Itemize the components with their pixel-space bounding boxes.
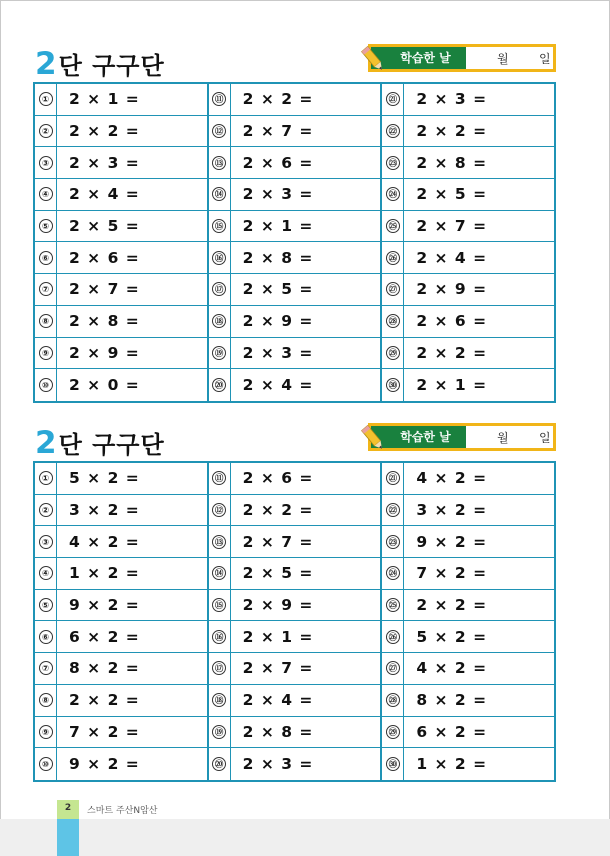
problem-cell xyxy=(35,590,207,621)
problem-cell xyxy=(35,717,207,748)
problem-cell xyxy=(207,717,381,748)
grid-row xyxy=(35,495,554,527)
problem-number-col xyxy=(35,748,57,780)
problem-cell xyxy=(35,211,207,242)
problem-number-col xyxy=(209,274,231,305)
problem-number: ⑳ xyxy=(212,757,226,771)
problem-expression: 2 × 6 = xyxy=(416,312,488,331)
problem-number: ㉒ xyxy=(386,124,400,138)
problem-expression: 9 × 2 = xyxy=(416,532,488,551)
problem-number: ㉘ xyxy=(386,693,400,707)
problem-expression: 1 × 2 = xyxy=(416,755,488,774)
problem-number: ㉓ xyxy=(386,156,400,170)
problem-number: ⑪ xyxy=(212,92,226,106)
problem-expression: 3 × 2 = xyxy=(69,501,140,520)
problem-number-col xyxy=(35,653,57,684)
study-date-box xyxy=(368,44,556,72)
problem-number-col xyxy=(35,558,57,589)
problem-number-col xyxy=(35,685,57,716)
problem-number-col xyxy=(382,84,404,115)
problem-cell xyxy=(207,338,381,369)
problem-expression: 8 × 2 = xyxy=(416,691,488,710)
problem-expression: 2 × 2 = xyxy=(69,122,140,141)
section-title xyxy=(35,44,165,80)
problem-number: ⑥ xyxy=(39,630,53,644)
problem-cell xyxy=(380,242,554,273)
problem-expression: 4 × 2 = xyxy=(416,659,488,678)
problem-cell xyxy=(35,242,207,273)
section-header xyxy=(33,423,556,461)
problem-grid xyxy=(33,461,556,782)
problem-cell xyxy=(35,495,207,526)
problem-cell xyxy=(207,116,381,147)
problem-number: ⑬ xyxy=(212,535,226,549)
problem-number-col xyxy=(35,463,57,494)
problem-number-col xyxy=(209,147,231,178)
problem-number: ⑭ xyxy=(212,187,226,201)
problem-number-col xyxy=(382,211,404,242)
problem-cell xyxy=(380,369,554,401)
problem-number-col xyxy=(35,147,57,178)
problem-number-col xyxy=(209,179,231,210)
problem-cell xyxy=(207,306,381,337)
problem-number-col xyxy=(382,621,404,652)
grid-row xyxy=(35,338,554,370)
problem-cell xyxy=(380,748,554,780)
problem-number-col xyxy=(382,558,404,589)
problem-number-col xyxy=(209,526,231,557)
problem-number-col xyxy=(35,274,57,305)
problem-cell xyxy=(207,147,381,178)
grid-row xyxy=(35,84,554,116)
problem-cell xyxy=(207,463,381,494)
problem-expression: 2 × 2 = xyxy=(242,501,314,520)
problem-number: ② xyxy=(39,503,53,517)
problem-expression: 6 × 2 = xyxy=(69,627,140,646)
problem-number-col xyxy=(382,653,404,684)
problem-number-col xyxy=(35,526,57,557)
study-date-box xyxy=(368,423,556,451)
problem-number: ⑪ xyxy=(212,471,226,485)
problem-cell xyxy=(207,748,381,780)
problem-expression: 2 × 7 = xyxy=(242,122,314,141)
problem-number: ⑭ xyxy=(212,566,226,580)
problem-number: ⑲ xyxy=(212,346,226,360)
problem-cell xyxy=(207,242,381,273)
problem-cell xyxy=(207,558,381,589)
problem-expression: 2 × 3 = xyxy=(416,90,488,109)
problem-number-col xyxy=(35,306,57,337)
problem-cell xyxy=(207,211,381,242)
title-number: 2 xyxy=(35,46,57,82)
problem-expression: 2 × 4 = xyxy=(242,376,314,395)
problem-number: ② xyxy=(39,124,53,138)
grid-row xyxy=(35,179,554,211)
problem-expression: 2 × 6 = xyxy=(242,469,314,488)
problem-cell xyxy=(35,338,207,369)
problem-number: ⑰ xyxy=(212,661,226,675)
problem-cell xyxy=(207,590,381,621)
problem-cell xyxy=(380,338,554,369)
problem-expression: 2 × 7 = xyxy=(69,280,140,299)
problem-cell xyxy=(380,306,554,337)
problem-number-col xyxy=(209,748,231,780)
section-header xyxy=(33,44,556,82)
date-month-label: 월 xyxy=(497,431,509,445)
problem-number: ㉗ xyxy=(386,282,400,296)
problem-expression: 2 × 5 = xyxy=(69,217,140,236)
problem-expression: 2 × 7 = xyxy=(242,532,314,551)
problem-cell xyxy=(35,274,207,305)
problem-cell xyxy=(35,558,207,589)
problem-cell xyxy=(35,179,207,210)
problem-number-col xyxy=(382,116,404,147)
problem-number-col xyxy=(209,685,231,716)
problem-cell xyxy=(380,558,554,589)
problem-number-col xyxy=(209,717,231,748)
problem-expression: 5 × 2 = xyxy=(69,469,140,488)
problem-number-col xyxy=(382,274,404,305)
problem-number-col xyxy=(209,463,231,494)
problem-number: ㉑ xyxy=(386,471,400,485)
problem-number: ㉗ xyxy=(386,661,400,675)
problem-number-col xyxy=(382,306,404,337)
grid-row xyxy=(35,147,554,179)
problem-expression: 2 × 3 = xyxy=(69,153,140,172)
problem-number: ⑨ xyxy=(39,725,53,739)
problem-expression: 2 × 7 = xyxy=(416,217,488,236)
problem-number-col xyxy=(209,306,231,337)
grid-row xyxy=(35,558,554,590)
problem-number: ㉑ xyxy=(386,92,400,106)
study-date-label: 학습한 날 xyxy=(371,426,466,448)
problem-number: ⑩ xyxy=(39,757,53,771)
problem-number-col xyxy=(382,495,404,526)
problem-number: ⑩ xyxy=(39,378,53,392)
problem-expression: 2 × 2 = xyxy=(242,90,314,109)
problem-number: ⑱ xyxy=(212,693,226,707)
problem-expression: 2 × 3 = xyxy=(242,185,314,204)
problem-expression: 2 × 3 = xyxy=(242,343,314,362)
problem-number-col xyxy=(35,116,57,147)
problem-number-col xyxy=(35,211,57,242)
problem-number: ⑬ xyxy=(212,156,226,170)
grid-row xyxy=(35,369,554,401)
problem-expression: 2 × 4 = xyxy=(69,185,140,204)
problem-cell xyxy=(380,495,554,526)
date-day-label: 일 xyxy=(539,431,551,445)
problem-grid xyxy=(33,82,556,403)
problem-number: ⑦ xyxy=(39,282,53,296)
problem-number: ㉘ xyxy=(386,314,400,328)
problem-number-col xyxy=(209,590,231,621)
grid-row xyxy=(35,116,554,148)
problem-cell xyxy=(35,653,207,684)
problem-expression: 3 × 2 = xyxy=(416,501,488,520)
grid-row xyxy=(35,621,554,653)
problem-cell xyxy=(35,147,207,178)
problem-expression: 4 × 2 = xyxy=(416,469,488,488)
problem-cell xyxy=(380,653,554,684)
problem-expression: 2 × 1 = xyxy=(242,627,314,646)
problem-expression: 2 × 8 = xyxy=(69,312,140,331)
problem-cell xyxy=(380,590,554,621)
problem-cell xyxy=(207,84,381,115)
problem-number-col xyxy=(382,242,404,273)
problem-number: ⑲ xyxy=(212,725,226,739)
problem-number-col xyxy=(35,84,57,115)
problem-number-col xyxy=(209,338,231,369)
problem-number-col xyxy=(382,685,404,716)
problem-expression: 2 × 8 = xyxy=(416,153,488,172)
grid-row xyxy=(35,526,554,558)
problem-cell xyxy=(380,463,554,494)
problem-expression: 2 × 8 = xyxy=(242,248,314,267)
problem-cell xyxy=(35,621,207,652)
problem-number-col xyxy=(382,590,404,621)
problem-number: ⑮ xyxy=(212,598,226,612)
problem-expression: 2 × 2 = xyxy=(69,691,140,710)
problem-number-col xyxy=(382,338,404,369)
section-title xyxy=(35,423,165,459)
page-number: 2 xyxy=(64,803,72,813)
problem-expression: 9 × 2 = xyxy=(69,755,140,774)
problem-number: ㉕ xyxy=(386,219,400,233)
problem-expression: 2 × 9 = xyxy=(242,596,314,615)
problem-expression: 2 × 7 = xyxy=(242,659,314,678)
problem-number: ㉕ xyxy=(386,598,400,612)
problem-number-col xyxy=(209,84,231,115)
problem-number: ㉙ xyxy=(386,346,400,360)
problem-cell xyxy=(380,717,554,748)
problem-cell xyxy=(207,369,381,401)
footer-band xyxy=(0,819,610,856)
problem-cell xyxy=(207,495,381,526)
problem-expression: 2 × 1 = xyxy=(69,90,140,109)
worksheet-section-1 xyxy=(33,44,556,395)
problem-cell xyxy=(207,621,381,652)
problem-number-col xyxy=(209,653,231,684)
problem-number: ① xyxy=(39,92,53,106)
problem-expression: 9 × 2 = xyxy=(69,596,140,615)
problem-number-col xyxy=(382,748,404,780)
problem-number-col xyxy=(35,179,57,210)
problem-cell xyxy=(35,748,207,780)
problem-number: ⑥ xyxy=(39,251,53,265)
problem-expression: 1 × 2 = xyxy=(69,564,140,583)
problem-cell xyxy=(207,274,381,305)
grid-row xyxy=(35,306,554,338)
problem-number: ㉓ xyxy=(386,535,400,549)
problem-cell xyxy=(380,621,554,652)
book-title: 스마트 주산N암산 xyxy=(87,806,158,816)
problem-expression: 2 × 2 = xyxy=(416,596,488,615)
pencil-icon xyxy=(357,422,389,454)
problem-number: ⑤ xyxy=(39,598,53,612)
problem-expression: 2 × 0 = xyxy=(69,376,140,395)
problem-cell xyxy=(35,463,207,494)
problem-number: ⑱ xyxy=(212,314,226,328)
problem-number: ⑳ xyxy=(212,378,226,392)
problem-expression: 2 × 9 = xyxy=(242,312,314,331)
problem-expression: 2 × 2 = xyxy=(416,122,488,141)
problem-number: ㉒ xyxy=(386,503,400,517)
problem-expression: 2 × 4 = xyxy=(242,691,314,710)
problem-expression: 2 × 6 = xyxy=(69,248,140,267)
problem-cell xyxy=(207,685,381,716)
grid-row xyxy=(35,590,554,622)
problem-expression: 2 × 4 = xyxy=(416,248,488,267)
problem-number-col xyxy=(382,179,404,210)
problem-number-col xyxy=(382,463,404,494)
problem-expression: 2 × 9 = xyxy=(416,280,488,299)
problem-number: ① xyxy=(39,471,53,485)
problem-expression: 2 × 6 = xyxy=(242,153,314,172)
problem-expression: 2 × 8 = xyxy=(242,722,314,741)
grid-row xyxy=(35,653,554,685)
title-number: 2 xyxy=(35,425,57,461)
problem-cell xyxy=(380,84,554,115)
grid-row xyxy=(35,242,554,274)
problem-number: ⑧ xyxy=(39,693,53,707)
problem-cell xyxy=(207,526,381,557)
problem-expression: 2 × 5 = xyxy=(416,185,488,204)
problem-cell xyxy=(35,84,207,115)
problem-cell xyxy=(207,179,381,210)
problem-expression: 4 × 2 = xyxy=(69,532,140,551)
problem-number: ④ xyxy=(39,187,53,201)
worksheet-section-2 xyxy=(33,423,556,774)
pencil-icon xyxy=(357,43,389,75)
problem-number-col xyxy=(209,558,231,589)
problem-number: ⑨ xyxy=(39,346,53,360)
problem-expression: 2 × 1 = xyxy=(242,217,314,236)
grid-row xyxy=(35,211,554,243)
problem-number: ㉚ xyxy=(386,757,400,771)
problem-number-col xyxy=(209,495,231,526)
grid-row xyxy=(35,685,554,717)
problem-number: ⑮ xyxy=(212,219,226,233)
problem-number: ⑯ xyxy=(212,630,226,644)
problem-number: ⑧ xyxy=(39,314,53,328)
problem-number: ㉔ xyxy=(386,566,400,580)
problem-expression: 2 × 5 = xyxy=(242,564,314,583)
problem-number: ⑦ xyxy=(39,661,53,675)
problem-number: ㉖ xyxy=(386,251,400,265)
problem-number: ㉖ xyxy=(386,630,400,644)
problem-cell xyxy=(380,685,554,716)
problem-number: ⑰ xyxy=(212,282,226,296)
problem-number: ⑯ xyxy=(212,251,226,265)
problem-number: ③ xyxy=(39,156,53,170)
date-month-label: 월 xyxy=(497,52,509,66)
problem-number: ⑫ xyxy=(212,503,226,517)
problem-number-col xyxy=(35,717,57,748)
date-day-label: 일 xyxy=(539,52,551,66)
problem-number: ㉚ xyxy=(386,378,400,392)
problem-number-col xyxy=(35,242,57,273)
grid-row xyxy=(35,748,554,780)
problem-expression: 8 × 2 = xyxy=(69,659,140,678)
problem-expression: 2 × 2 = xyxy=(416,343,488,362)
title-text: 단 구구단 xyxy=(58,52,165,80)
study-date-label: 학습한 날 xyxy=(371,47,466,69)
problem-number: ㉙ xyxy=(386,725,400,739)
problem-cell xyxy=(35,685,207,716)
problem-cell xyxy=(380,211,554,242)
problem-number-col xyxy=(382,526,404,557)
problem-expression: 7 × 2 = xyxy=(69,722,140,741)
grid-row xyxy=(35,717,554,749)
problem-number-col xyxy=(209,211,231,242)
problem-cell xyxy=(380,179,554,210)
problem-number-col xyxy=(382,717,404,748)
grid-row xyxy=(35,274,554,306)
problem-number-col xyxy=(35,590,57,621)
problem-expression: 6 × 2 = xyxy=(416,722,488,741)
problem-number-col xyxy=(35,338,57,369)
problem-number-col xyxy=(35,621,57,652)
problem-expression: 2 × 3 = xyxy=(242,755,314,774)
problem-cell xyxy=(380,526,554,557)
problem-number-col xyxy=(209,369,231,401)
problem-number: ⑫ xyxy=(212,124,226,138)
problem-cell xyxy=(35,526,207,557)
problem-cell xyxy=(380,147,554,178)
problem-cell xyxy=(207,653,381,684)
problem-number-col xyxy=(35,495,57,526)
problem-number: ⑤ xyxy=(39,219,53,233)
problem-cell xyxy=(380,116,554,147)
problem-number-col xyxy=(209,116,231,147)
problem-number-col xyxy=(35,369,57,401)
problem-expression: 7 × 2 = xyxy=(416,564,488,583)
problem-number-col xyxy=(382,147,404,178)
problem-number-col xyxy=(209,242,231,273)
title-text: 단 구구단 xyxy=(58,431,165,459)
grid-row xyxy=(35,463,554,495)
problem-expression: 2 × 1 = xyxy=(416,376,488,395)
problem-cell xyxy=(35,306,207,337)
problem-number-col xyxy=(209,621,231,652)
problem-expression: 5 × 2 = xyxy=(416,627,488,646)
problem-cell xyxy=(380,274,554,305)
problem-number: ㉔ xyxy=(386,187,400,201)
problem-expression: 2 × 5 = xyxy=(242,280,314,299)
problem-cell xyxy=(35,116,207,147)
problem-cell xyxy=(35,369,207,401)
problem-number: ④ xyxy=(39,566,53,580)
problem-number-col xyxy=(382,369,404,401)
problem-expression: 2 × 9 = xyxy=(69,343,140,362)
problem-number: ③ xyxy=(39,535,53,549)
